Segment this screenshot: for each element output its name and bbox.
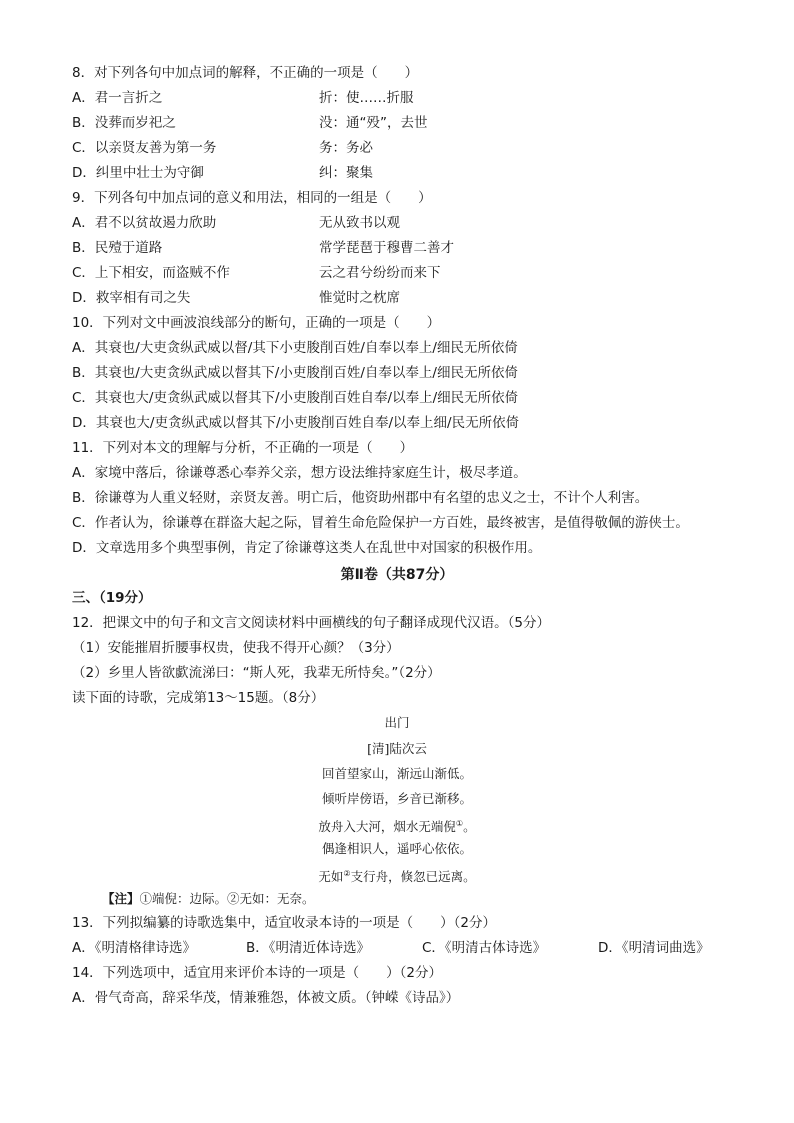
poem-line-4: 偶逢相识人，遥呼心依依。 — [321, 841, 472, 856]
q12-item-2: （2）乡里人皆欲歔流涕曰：“斯人死，我辈无所恃矣。”（2分） — [72, 665, 441, 681]
poem-intro: 读下面的诗歌，完成第13～15题。（8分） — [72, 690, 325, 706]
q8-option-b — [72, 114, 428, 132]
section-title: 第Ⅱ卷（共87分） — [340, 567, 454, 583]
poem-note-text: ①端倪：边际。②无如：无奈。 — [139, 891, 315, 906]
poem-author: [清]陆次云 — [367, 741, 427, 756]
poem-line-5-rest: 支行舟，倏忽已远离。 — [350, 869, 476, 885]
q11-option-c: C．作者认为，徐谦尊在群盗大起之际，冒着生命危险保护一方百姓，最终被害，是值得敬佩的游侠士。 — [72, 515, 689, 531]
poem-line-5 — [0, 865, 794, 886]
q11-stem: 11．下列对本文的理解与分析，不正确的一项是（ ） — [72, 440, 414, 456]
poem-title: 出门 — [384, 715, 410, 730]
q10-stem: 10．下列对文中画波浪线部分的断句，正确的一项是（ ） — [72, 315, 441, 331]
q8-option-d-gloss: 纠：聚集 — [319, 165, 373, 181]
q9-option-c-first: C．上下相安，而盗贼不作 — [72, 265, 230, 281]
q9-option-c-second: 云之君兮纷纷而来下 — [319, 265, 441, 281]
q9-option-d-first: D．救宰相有司之失 — [72, 290, 191, 306]
q9-option-b — [72, 239, 454, 257]
q8-option-d — [72, 164, 373, 182]
part-three-heading: 三、（19分） — [72, 590, 152, 606]
q11-option-b: B．徐谦尊为人重义轻财，亲贤友善。明亡后，他资助州郡中有名望的忠义之士，不计个人利害。 — [72, 490, 649, 506]
q13-stem: 13．下列拟编纂的诗歌选集中，适宜收录本诗的一项是（ ）（2分） — [72, 915, 497, 931]
q9-option-a-second: 无从致书以观 — [319, 215, 400, 231]
q9-stem: 9．下列各句中加点词的意义和用法，相同的一组是（ ） — [72, 190, 432, 206]
q8-option-c — [72, 139, 373, 157]
poem-line-5-start: 无如 — [318, 869, 344, 885]
q8-option-c-gloss: 务：务必 — [319, 140, 373, 156]
poem-note-tag: 【注】 — [102, 891, 140, 906]
poem-line-3 — [0, 815, 794, 836]
q8-option-a — [72, 89, 414, 107]
q8-option-b-sentence: B．没葬而岁祀之 — [72, 115, 176, 131]
q8-option-b-gloss: 没：通“殁”，去世 — [319, 115, 428, 131]
q8-option-a-sentence: A．君一言折之 — [72, 90, 163, 106]
q10-option-a: A．其衰也/大吏贪纵武威以督/其下小吏朘削百姓/自奉以奉上/细民无所依倚 — [72, 340, 518, 356]
footnote-marker-2: ② — [343, 869, 351, 878]
poem-line-3-text: 放舟入大河，烟水无端倪 — [318, 819, 456, 835]
q13-option-b: B．《明清近体诗选》 — [246, 940, 371, 956]
q10-option-b: B．其衰也/大吏贪纵武威以督其下/小吏朘削百姓/自奉以奉上/细民无所依倚 — [72, 365, 518, 381]
q13-option-d: D．《明清词曲选》 — [598, 940, 710, 956]
q9-option-d — [72, 289, 400, 307]
poem-line-2: 倾听岸傍语，乡音已渐移。 — [321, 791, 472, 806]
footnote-marker-1: ① — [455, 819, 464, 828]
q12-item-1: （1）安能摧眉折腰事权贵，使我不得开心颜？（3分） — [72, 640, 400, 656]
q8-option-d-sentence: D．纠里中壮士为守御 — [72, 165, 204, 181]
q9-option-d-second: 惟觉时之枕席 — [319, 290, 400, 306]
poem-line-3-end: 。 — [463, 819, 476, 835]
q14-stem: 14．下列选项中，适宜用来评价本诗的一项是（ ）（2分） — [72, 965, 443, 981]
q9-option-b-first: B．民殪于道路 — [72, 240, 163, 256]
q9-option-c — [72, 264, 441, 282]
q10-option-c: C．其衰也大/吏贪纵武威以督其下/小吏朘削百姓自奉/以奉上/细民无所依倚 — [72, 390, 519, 406]
q13-option-a: A．《明清格律诗选》 — [72, 940, 196, 956]
q9-option-a-first: A．君不以贫故遏力欣助 — [72, 215, 217, 231]
q13-option-c: C．《明清古体诗选》 — [422, 940, 547, 956]
q11-option-d: D．文章选用多个典型事例，肯定了徐谦尊这类人在乱世中对国家的积极作用。 — [72, 540, 542, 556]
q9-option-b-second: 常学琵琶于穆曹二善才 — [319, 240, 454, 256]
q11-option-a: A．家境中落后，徐谦尊悉心奉养父亲，想方设法维持家庭生计，极尽孝道。 — [72, 465, 527, 481]
q14-option-a: A．骨气奇高，辞采华茂，情兼雅怨，体被文质。（钟嵘《诗品》） — [72, 990, 460, 1006]
q12-stem: 12．把课文中的句子和文言文阅读材料中画横线的句子翻译成现代汉语。（5分） — [72, 615, 551, 631]
q9-option-a — [72, 214, 400, 232]
poem-note — [102, 889, 315, 907]
q8-stem: 8．对下列各句中加点词的解释，不正确的一项是（ ） — [72, 65, 419, 81]
poem-line-1: 回首望家山，渐远山渐低。 — [321, 766, 472, 781]
q13-options — [72, 939, 732, 957]
q8-option-c-sentence: C．以亲贤友善为第一务 — [72, 140, 217, 156]
q10-option-d: D．其衰也大/吏贪纵武威以督其下/小吏朘削百姓自奉/以奉上细/民无所依倚 — [72, 415, 520, 431]
q8-option-a-gloss: 折：使……折服 — [319, 90, 414, 106]
